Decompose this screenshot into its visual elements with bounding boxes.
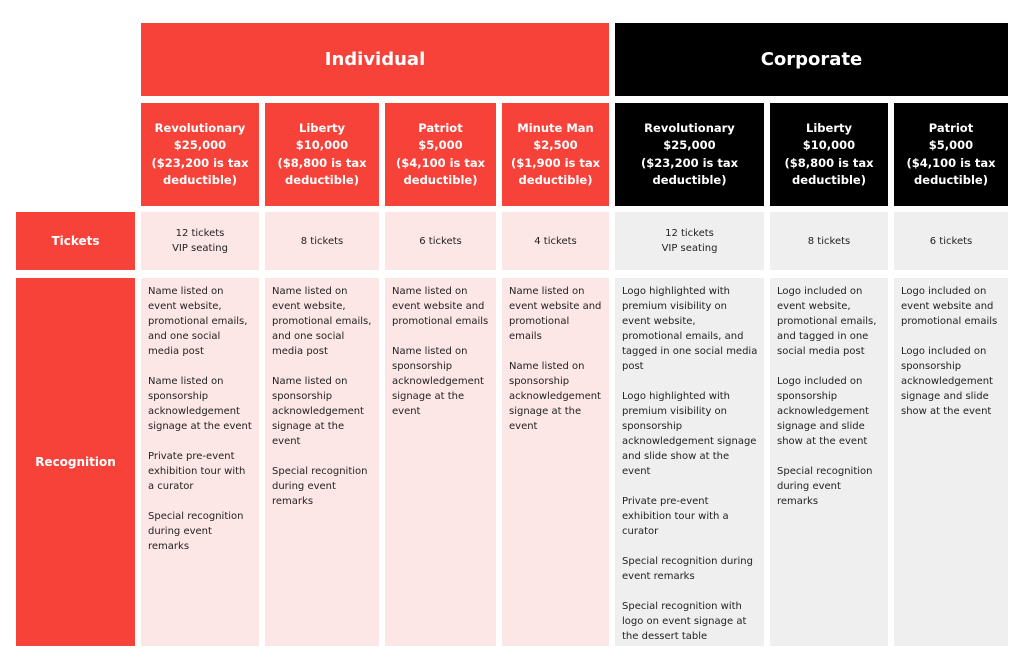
tier-amount: $10,000 bbox=[295, 138, 349, 152]
tickets-line: 6 tickets bbox=[419, 235, 462, 247]
tier-name: Patriot bbox=[928, 120, 974, 135]
recognition-item: Name listed on event website, promotional emails, and one social media post bbox=[148, 286, 248, 357]
tier-header bbox=[141, 103, 259, 206]
tickets-line: VIP seating bbox=[172, 243, 228, 254]
tier-tax-line1: ($8,800 is tax bbox=[277, 155, 367, 170]
recognition-item: Name listed on sponsorship acknowledgement signage at the event bbox=[272, 376, 364, 447]
group-title-corporate: Corporate bbox=[760, 49, 863, 70]
recognition-item: Logo included on sponsorship acknowledgement signage and slide show at the event bbox=[777, 376, 869, 447]
recognition-item: Special recognition during event remarks bbox=[272, 466, 368, 507]
tier-name: Liberty bbox=[299, 120, 345, 135]
tier-amount: $25,000 bbox=[173, 138, 227, 152]
recognition-item: Name listed on sponsorship acknowledgement signage at the event bbox=[392, 346, 484, 417]
recognition-item: Private pre-event exhibition tour with a curator bbox=[148, 451, 246, 492]
tickets-line: 4 tickets bbox=[534, 235, 577, 247]
row-label-tickets bbox=[16, 212, 135, 270]
tier-header bbox=[770, 103, 888, 206]
tier-name: Revolutionary bbox=[154, 120, 246, 135]
recognition-cell bbox=[385, 278, 496, 646]
recognition-item: Name listed on sponsorship acknowledgement signage at the event bbox=[509, 361, 601, 432]
tickets-cell bbox=[265, 212, 379, 270]
tickets-line: VIP seating bbox=[661, 243, 718, 254]
tier-name: Liberty bbox=[806, 120, 852, 135]
recognition-item: Logo highlighted with premium visibility on sponsorship acknowledgement signage and slide show at the event bbox=[622, 391, 757, 477]
tier-amount: $25,000 bbox=[663, 138, 716, 152]
tier-header bbox=[385, 103, 496, 206]
recognition-cell bbox=[615, 278, 764, 646]
tier-tax-line2: deductible) bbox=[163, 173, 237, 187]
tickets-cell bbox=[770, 212, 888, 270]
row-label-tickets-text: Tickets bbox=[51, 234, 100, 248]
recognition-item: Name listed on event website, promotional emails, and one social media post bbox=[272, 286, 372, 357]
group-header-corporate bbox=[615, 23, 1008, 96]
tier-tax-line2: deductible) bbox=[285, 173, 359, 187]
group-title-individual: Individual bbox=[324, 49, 426, 70]
tier-tax-line1: ($8,800 is tax bbox=[784, 155, 874, 170]
recognition-item: Logo included on sponsorship acknowledgement signage and slide show at the event bbox=[901, 346, 993, 417]
recognition-item: Name listed on sponsorship acknowledgement signage at the event bbox=[148, 376, 252, 432]
recognition-item: Special recognition during event remarks bbox=[777, 466, 873, 507]
tickets-cell bbox=[141, 212, 259, 270]
recognition-item: Private pre-event exhibition tour with a curator bbox=[622, 496, 729, 537]
tier-tax-line2: deductible) bbox=[914, 173, 988, 187]
recognition-item: Logo included on event website and promotional emails bbox=[901, 286, 998, 327]
recognition-item: Special recognition during event remarks bbox=[622, 556, 753, 582]
tier-tax-line1: ($1,900 is tax bbox=[510, 155, 601, 170]
tier-tax-line1: ($4,100 is tax bbox=[395, 155, 486, 170]
recognition-cell bbox=[141, 278, 259, 646]
tickets-line: 8 tickets bbox=[300, 235, 344, 247]
tickets-cell bbox=[894, 212, 1008, 270]
row-label-recognition-text: Recognition bbox=[35, 455, 116, 469]
tickets-line: 12 tickets bbox=[665, 228, 714, 239]
tier-tax-line2: deductible) bbox=[652, 173, 727, 187]
tier-header bbox=[894, 103, 1008, 206]
tier-tax-line2: deductible) bbox=[518, 173, 593, 187]
tier-header bbox=[502, 103, 609, 206]
tier-amount: $2,500 bbox=[533, 138, 578, 152]
tier-amount: $10,000 bbox=[802, 138, 856, 152]
tickets-cell bbox=[615, 212, 764, 270]
tier-name: Patriot bbox=[418, 120, 463, 135]
tier-tax-line1: ($23,200 is tax bbox=[640, 155, 739, 170]
recognition-item: Name listed on event website and promotional emails bbox=[392, 286, 489, 327]
group-header-individual bbox=[141, 23, 609, 96]
tickets-line: 8 tickets bbox=[807, 235, 851, 247]
row-label-recognition bbox=[16, 278, 135, 646]
recognition-cell bbox=[770, 278, 888, 646]
recognition-cell bbox=[502, 278, 609, 646]
tier-header bbox=[265, 103, 379, 206]
recognition-cell bbox=[894, 278, 1008, 646]
tickets-line: 12 tickets bbox=[175, 228, 225, 239]
tier-tax-line2: deductible) bbox=[403, 173, 478, 187]
tier-name: Revolutionary bbox=[644, 120, 735, 135]
recognition-item: Special recognition during event remarks bbox=[148, 511, 244, 552]
tier-tax-line2: deductible) bbox=[792, 173, 866, 187]
recognition-item: Special recognition with logo on event signage at the dessert table bbox=[622, 601, 747, 642]
recognition-item: Logo included on event website, promotional emails, and tagged in one social media post bbox=[777, 286, 877, 357]
tickets-cell bbox=[502, 212, 609, 270]
tier-header bbox=[615, 103, 764, 206]
recognition-cell bbox=[265, 278, 379, 646]
tickets-line: 6 tickets bbox=[929, 235, 973, 247]
tier-name: Minute Man bbox=[517, 120, 594, 135]
tier-tax-line1: ($4,100 is tax bbox=[906, 155, 996, 170]
tier-tax-line1: ($23,200 is tax bbox=[151, 155, 249, 170]
recognition-item: Name listed on event website and promotional emails bbox=[509, 286, 602, 342]
tier-amount: $5,000 bbox=[418, 138, 463, 152]
recognition-item: Logo highlighted with premium visibility on event website, promotional emails, and tagged in one social media post bbox=[622, 286, 758, 372]
tickets-cell bbox=[385, 212, 496, 270]
tier-amount: $5,000 bbox=[928, 138, 974, 152]
